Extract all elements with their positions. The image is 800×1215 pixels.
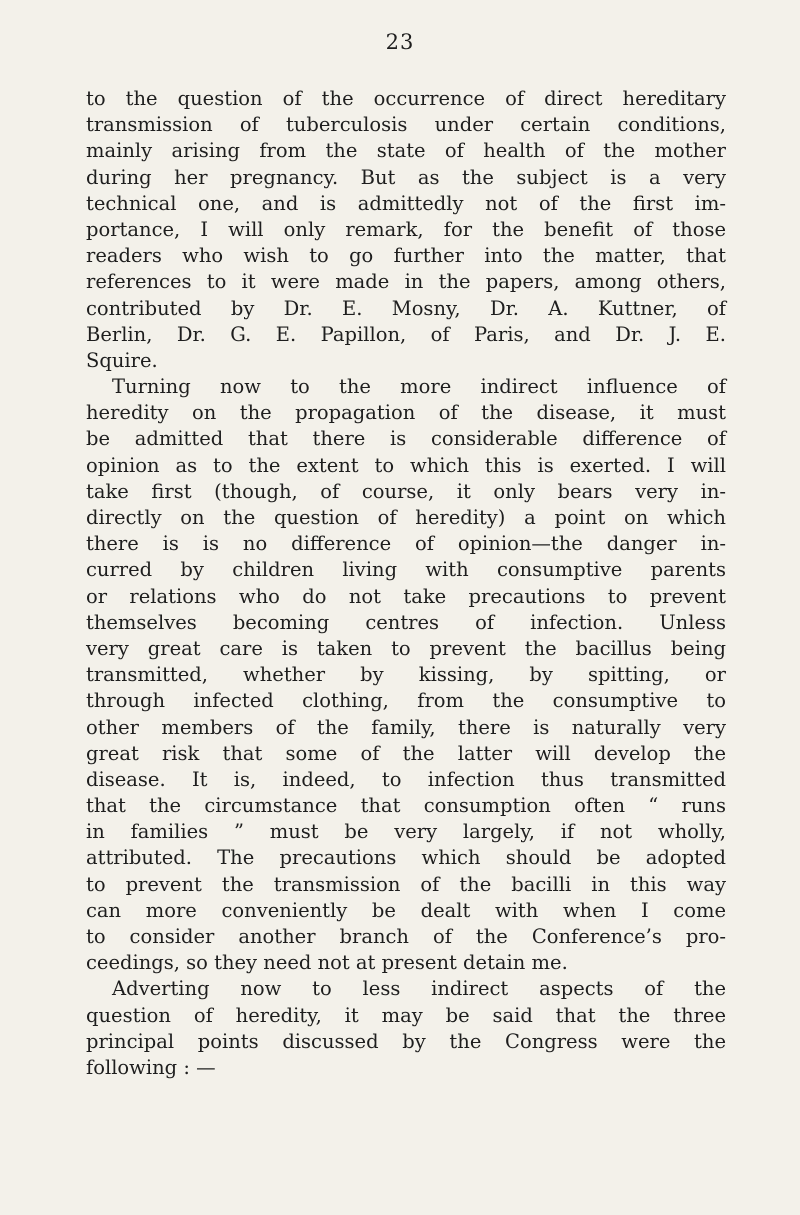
text-line: references to it were made in the papers, among others,	[86, 270, 726, 294]
text-line: Berlin, Dr. G. E. Papillon, of Paris, and Dr. J. E.	[86, 322, 726, 346]
text-line: opinion as to the extent to which this is exerted. I will	[86, 453, 726, 477]
text-line: very great care is taken to prevent the bacillus being	[86, 636, 726, 660]
text-line: contributed by Dr. E. Mosny, Dr. A. Kuttner, of	[86, 296, 726, 320]
text-line: to consider another branch of the Conference’s pro-	[86, 925, 726, 948]
text-line: directly on the question of heredity) a point on which	[86, 506, 726, 529]
text-line: take first (though, of course, it only bears very in-	[86, 479, 726, 503]
text-line: that the circumstance that consumption often “ runs	[86, 794, 726, 818]
text-line: to prevent the transmission of the bacilli in this way	[86, 872, 726, 896]
text-line: or relations who do not take precautions to prevent	[86, 584, 726, 608]
text-line: transmitted, whether by kissing, by spitting, or	[86, 663, 726, 687]
text-line: great risk that some of the latter will develop the	[86, 741, 726, 765]
body-text	[86, 86, 726, 1081]
text-line: question of heredity, it may be said that the three	[86, 1003, 726, 1027]
text-line: can more conveniently be dealt with when I come	[86, 898, 726, 922]
text-line: heredity on the propagation of the disease, it must	[86, 401, 726, 425]
page-number: 23	[385, 30, 415, 54]
text-line: there is is no difference of opinion—the danger in-	[86, 532, 726, 556]
text-line: Squire.	[86, 348, 158, 372]
text-line: curred by children living with consumptive parents	[86, 558, 726, 582]
text-line: portance, I will only remark, for the benefit of those	[86, 217, 726, 241]
text-line: other members of the family, there is naturally very	[86, 715, 726, 739]
text-line: readers who wish to go further into the matter, that	[86, 244, 726, 268]
text-line: Turning now to the more indirect influence of	[112, 375, 726, 399]
text-line: transmission of tuberculosis under certain conditions,	[86, 113, 726, 137]
text-line: attributed. The precautions which should be adopted	[86, 846, 726, 870]
text-line: technical one, and is admittedly not of the first im-	[86, 191, 726, 215]
text-line: following : —	[86, 1055, 216, 1079]
text-line: disease. It is, indeed, to infection thus transmitted	[86, 767, 726, 791]
text-line: to the question of the occurrence of direct hereditary	[86, 87, 726, 110]
text-line: themselves becoming centres of infection. Unless	[86, 610, 726, 634]
text-line: during her pregnancy. But as the subject is a very	[86, 165, 726, 189]
text-line: principal points discussed by the Congress were the	[86, 1029, 726, 1053]
text-line: be admitted that there is considerable difference of	[86, 427, 726, 451]
text-line: mainly arising from the state of health of the mother	[86, 139, 726, 163]
text-line: through infected clothing, from the consumptive to	[86, 689, 726, 713]
text-line: ceedings, so they need not at present detain me.	[86, 951, 568, 975]
text-line: Adverting now to less indirect aspects of the	[112, 977, 726, 1001]
text-line: in families ” must be very largely, if not wholly,	[86, 820, 726, 844]
